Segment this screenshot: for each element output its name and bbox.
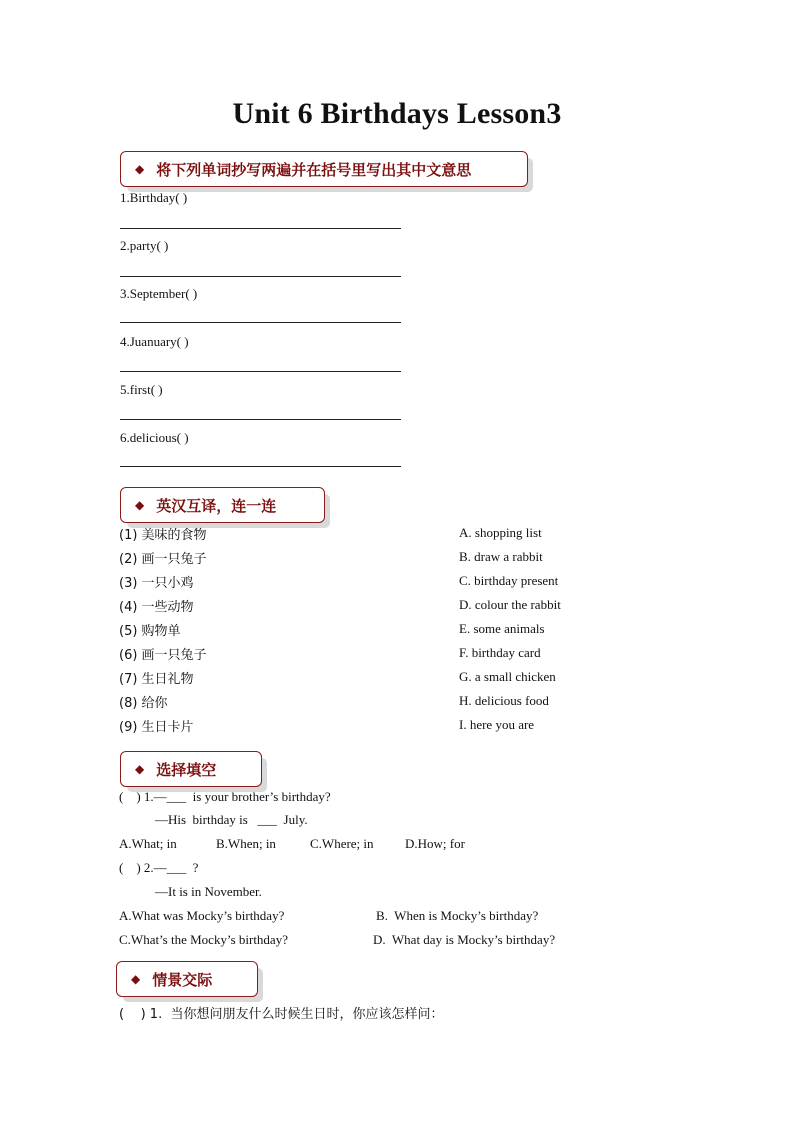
answer-line[interactable] bbox=[120, 371, 401, 372]
vocab-item: 2.party( ) bbox=[120, 238, 169, 253]
section-header-situational bbox=[116, 961, 258, 997]
answer-line[interactable] bbox=[120, 466, 401, 467]
diamond-icon: ◆ bbox=[131, 972, 141, 986]
situation-question-1: ( ) 1. 当你想问朋友什么时候生日时，你应该怎样问： bbox=[119, 1007, 444, 1022]
match-left-item: (8) 给你 bbox=[119, 696, 168, 711]
match-left-item: (5) 购物单 bbox=[119, 624, 181, 639]
match-left-item: (9) 生日卡片 bbox=[119, 720, 194, 735]
vocab-item: 5.first( ) bbox=[120, 382, 163, 397]
option-d[interactable]: D.How; for bbox=[405, 836, 465, 851]
question-1-answer: —His birthday is ___ July. bbox=[155, 812, 308, 827]
diamond-icon: ◆ bbox=[135, 762, 145, 776]
section-title: 情景交际 bbox=[152, 970, 213, 989]
page-title: Unit 6 Birthdays Lesson3 bbox=[232, 97, 562, 130]
vocab-item: 1.Birthday( ) bbox=[120, 190, 188, 205]
question-2-answer: —It is in November. bbox=[155, 884, 262, 899]
match-left-item: (3) 一只小鸡 bbox=[119, 576, 194, 591]
match-left-item: (2) 画一只兔子 bbox=[119, 552, 207, 567]
option-b[interactable]: B. When is Mocky’s birthday? bbox=[376, 908, 539, 923]
match-right-item: G. a small chicken bbox=[459, 669, 556, 684]
match-right-item: E. some animals bbox=[459, 621, 545, 636]
match-right-item: F. birthday card bbox=[459, 645, 541, 660]
vocab-item: 6.delicious( ) bbox=[120, 430, 189, 445]
section-title: 选择填空 bbox=[156, 760, 217, 779]
match-left-item: (7) 生日礼物 bbox=[119, 672, 194, 687]
section-header-translate-match bbox=[120, 487, 325, 523]
option-c[interactable]: C.What’s the Mocky’s birthday? bbox=[119, 932, 288, 947]
option-b[interactable]: B.When; in bbox=[216, 836, 276, 851]
section-title: 英汉互译，连一连 bbox=[156, 496, 277, 515]
answer-line[interactable] bbox=[120, 419, 401, 420]
match-right-item: C. birthday present bbox=[459, 573, 559, 588]
match-right-item: D. colour the rabbit bbox=[459, 597, 561, 612]
section-title: 将下列单词抄写两遍并在括号里写出其中文意思 bbox=[156, 160, 472, 179]
match-left-item: (1) 美味的食物 bbox=[119, 528, 207, 543]
match-right-item: A. shopping list bbox=[459, 525, 542, 540]
question-2: ( ) 2.—___ ? bbox=[119, 860, 199, 875]
vocab-item: 3.September( ) bbox=[120, 286, 198, 301]
option-a[interactable]: A.What; in bbox=[119, 836, 177, 851]
match-left-item: (6) 画一只兔子 bbox=[119, 648, 207, 663]
option-c[interactable]: C.Where; in bbox=[310, 836, 374, 851]
option-d[interactable]: D. What day is Mocky’s birthday? bbox=[373, 932, 556, 947]
answer-line[interactable] bbox=[120, 228, 401, 229]
vocab-item: 4.Juanuary( ) bbox=[120, 334, 189, 349]
match-right-item: I. here you are bbox=[459, 717, 535, 732]
section-header-copy-words bbox=[120, 151, 528, 187]
match-right-item: B. draw a rabbit bbox=[459, 549, 543, 564]
match-right-item: H. delicious food bbox=[459, 693, 549, 708]
diamond-icon: ◆ bbox=[135, 498, 145, 512]
match-left-item: (4) 一些动物 bbox=[119, 600, 194, 615]
answer-line[interactable] bbox=[120, 322, 401, 323]
diamond-icon: ◆ bbox=[135, 162, 145, 176]
section-header-multiple-choice bbox=[120, 751, 262, 787]
answer-line[interactable] bbox=[120, 276, 401, 277]
question-1: ( ) 1.—___ is your brother’s birthday? bbox=[119, 789, 331, 804]
option-a[interactable]: A.What was Mocky’s birthday? bbox=[119, 908, 285, 923]
